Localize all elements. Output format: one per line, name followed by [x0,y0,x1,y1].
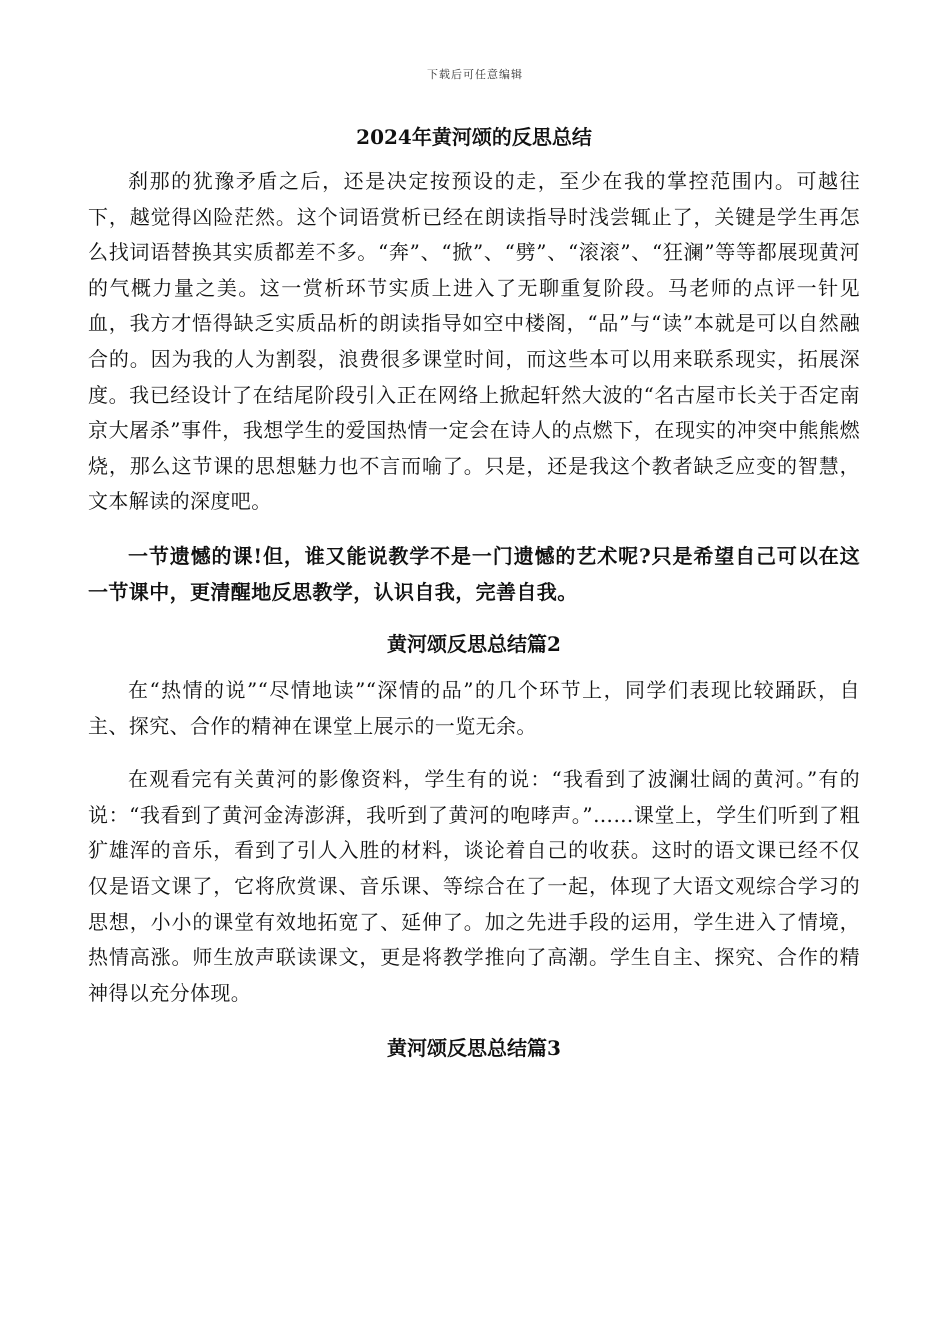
document-title: 2024年黄河颂的反思总结 [356,125,592,149]
paragraph-reflection: 刹那的犹豫矛盾之后，还是决定按预设的走，至少在我的掌控范围内。可越往下，越觉得凶险茫然。这个词语赏析已经在朗读指导时浅尝辄止了，关键是学生再怎么找词语替换其实质都差不多。“奔”、“掀”、“劈”、“滚滚”、“狂澜”等等都展现黄河的气概力量之美。这一赏析环节实质上进入了无聊重复阶段。马老师的点评一针见血，我方才悟得缺乏实质品析的朗读指导如空中楼阁，“品”与“读”本就是可以自然融合的。因为我的人为割裂，浪费很多课堂时间，而这些本可以用来联系现实，拓展深度。我已经设计了在结尾阶段引入正在网络上掀起轩然大波的“名古屋市长关于否定南京大屠杀”事件，我想学生的爱国热情一定会在诗人的点燃下，在现实的冲突中熊熊燃烧，那么这节课的思想魅力也不言而喻了。只是，还是我这个教者缺乏应变的智慧，文本解读的深度吧。 [88,169,860,514]
section-2-paragraph-2: 在观看完有关黄河的影像资料，学生有的说：“我看到了波澜壮阔的黄河。”有的说：“我看到了黄河金涛澎湃，我听到了黄河的咆哮声。”……课堂上，学生们听到了粗犷雄浑的音乐，看到了引人入胜的材料，谈论着自己的收获。这时的语文课已经不仅仅是语文课了，它将欣赏课、音乐课、等综合在了一起，体现了大语文观综合学习的思想，小小的课堂有效地拓宽了、延伸了。加之先进手段的运用，学生进入了情境，热情高涨。师生放声联读课文，更是将教学推向了高潮。学生自主、探究、合作的精神得以充分体现。 [88,767,860,1005]
section-2-paragraph-1: 在“热情的说”“尽情地读”“深情的品”的几个环节上，同学们表现比较踊跃，自主、探究、合作的精神在课堂上展示的一览无余。 [88,677,860,738]
document-body [88,118,860,1077]
paragraph-conclusion: 一节遗憾的课!但，谁又能说教学不是一门遗憾的艺术呢?只是希望自己可以在这一节课中，更清醒地反思教学，认识自我，完善自我。 [88,543,860,605]
header-note: 下载后可任意编辑 [427,68,523,81]
section-heading-3: 黄河颂反思总结篇3 [387,1036,561,1061]
section-heading-2: 黄河颂反思总结篇2 [387,631,561,656]
